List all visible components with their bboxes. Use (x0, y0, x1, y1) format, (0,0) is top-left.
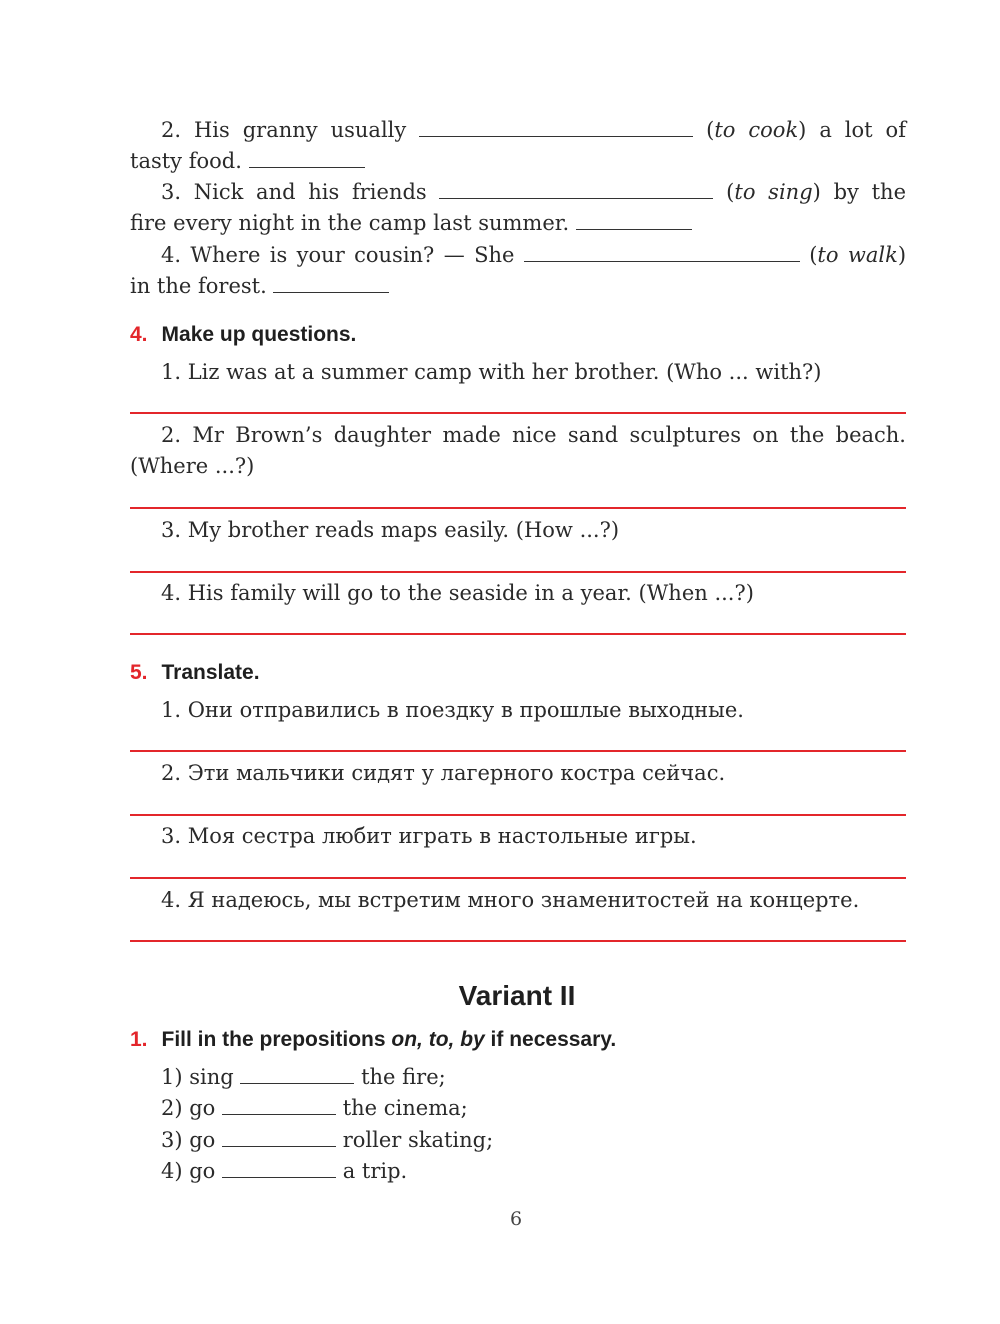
prep-item-2-tail: the cinema; (342, 1096, 468, 1120)
ex3-item-4-line1 (161, 241, 906, 269)
task-5-heading (130, 659, 260, 687)
task-4-answer-line-2[interactable] (130, 507, 906, 509)
ex3-item-2-verb-hint: (to cook) (706, 118, 807, 142)
task-5-answer-line-4[interactable] (130, 940, 906, 942)
variant-task-1-item-4 (161, 1157, 407, 1185)
prep-item-2-blank[interactable] (222, 1096, 336, 1115)
page-number: 6 (509, 1208, 523, 1230)
task-5-title: Translate. (161, 661, 260, 684)
task-4-answer-line-3[interactable] (130, 571, 906, 573)
prep-item-1-lead: 1) sing (161, 1065, 234, 1089)
variant-task-1-item-1 (161, 1063, 446, 1091)
variant-task-1-title-italic: on, to, by (391, 1028, 485, 1051)
ex3-item-2-tail: a lot of (819, 118, 906, 142)
prep-item-4-blank[interactable] (222, 1159, 336, 1178)
task-4-title: Make up questions. (161, 323, 357, 346)
ex3-item-2-cont: tasty food. (130, 149, 242, 173)
ex3-item-3-verb-hint: (to sing) (726, 180, 821, 204)
ex3-item-2-tense-blank[interactable] (249, 149, 365, 168)
prep-item-3-lead: 3) go (161, 1128, 216, 1152)
variant-task-1-heading (130, 1026, 616, 1054)
task-5-item-1: 1. Они отправились в поездку в прошлые выходные. (161, 698, 744, 722)
prep-item-3-tail: roller skating; (342, 1128, 494, 1152)
task-4-number: 4. (130, 323, 148, 346)
ex3-item-4-tense-blank[interactable] (273, 274, 389, 293)
task-4-item-1: 1. Liz was at a summer camp with her brother. (Who ... with?) (161, 360, 822, 384)
task-5-number: 5. (130, 661, 148, 684)
task-4-item-3: 3. My brother reads maps easily. (How ...?) (161, 518, 620, 542)
prep-item-4-lead: 4) go (161, 1159, 216, 1183)
variant-task-1-item-2 (161, 1094, 468, 1122)
ex3-item-2-lead: 2. His granny usually (161, 118, 407, 142)
task-4-item-2: 2. Mr Brown’s daughter made nice sand sculptures on the beach. (161, 423, 906, 447)
task-5-answer-line-2[interactable] (130, 814, 906, 816)
task-4-item-4: 4. His family will go to the seaside in a year. (When ...?) (161, 581, 754, 605)
ex3-item-2-line1 (161, 116, 906, 144)
task-4-heading (130, 321, 356, 349)
prep-item-3-blank[interactable] (222, 1128, 336, 1147)
task-5-answer-line-3[interactable] (130, 877, 906, 879)
ex3-item-3-blank[interactable] (439, 180, 713, 199)
task-4-answer-line-1[interactable] (130, 412, 906, 414)
task-4-item-2-cont: (Where ...?) (130, 454, 255, 478)
ex3-item-2-blank[interactable] (419, 118, 693, 137)
ex3-item-3-line2 (130, 209, 692, 237)
variant-task-1-title-before: Fill in the prepositions (161, 1028, 386, 1051)
ex3-item-4-verb-hint: (to walk) (809, 243, 907, 267)
task-5-answer-line-1[interactable] (130, 750, 906, 752)
prep-item-2-lead: 2) go (161, 1096, 216, 1120)
ex3-item-3-tense-blank[interactable] (576, 211, 692, 230)
variant-title: Variant II (458, 980, 576, 1011)
ex3-item-2-line2 (130, 147, 365, 175)
ex3-item-4-line2 (130, 272, 389, 300)
ex3-item-4-cont: in the forest. (130, 274, 267, 298)
prep-item-4-tail: a trip. (342, 1159, 408, 1183)
ex3-item-3-cont: fire every night in the camp last summer. (130, 211, 570, 235)
variant-task-1-item-3 (161, 1126, 493, 1154)
task-5-item-3: 3. Моя сестра любит играть в настольные игры. (161, 824, 697, 848)
task-5-item-4: 4. Я надеюсь, мы встретим много знаменитостей на концерте. (161, 888, 860, 912)
ex3-item-3-lead: 3. Nick and his friends (161, 180, 427, 204)
prep-item-1-tail: the fire; (361, 1065, 446, 1089)
task-4-answer-line-4[interactable] (130, 633, 906, 635)
ex3-item-4-blank[interactable] (524, 243, 800, 262)
ex3-item-4-lead: 4. Where is your cousin? — She (161, 243, 515, 267)
ex3-item-3-tail: by the (833, 180, 906, 204)
prep-item-1-blank[interactable] (240, 1065, 354, 1084)
variant-task-1-title-after: if necessary. (490, 1028, 617, 1051)
variant-task-1-number: 1. (130, 1028, 148, 1051)
ex3-item-3-line1 (161, 178, 906, 206)
task-5-item-2: 2. Эти мальчики сидят у лагерного костра сейчас. (161, 761, 726, 785)
